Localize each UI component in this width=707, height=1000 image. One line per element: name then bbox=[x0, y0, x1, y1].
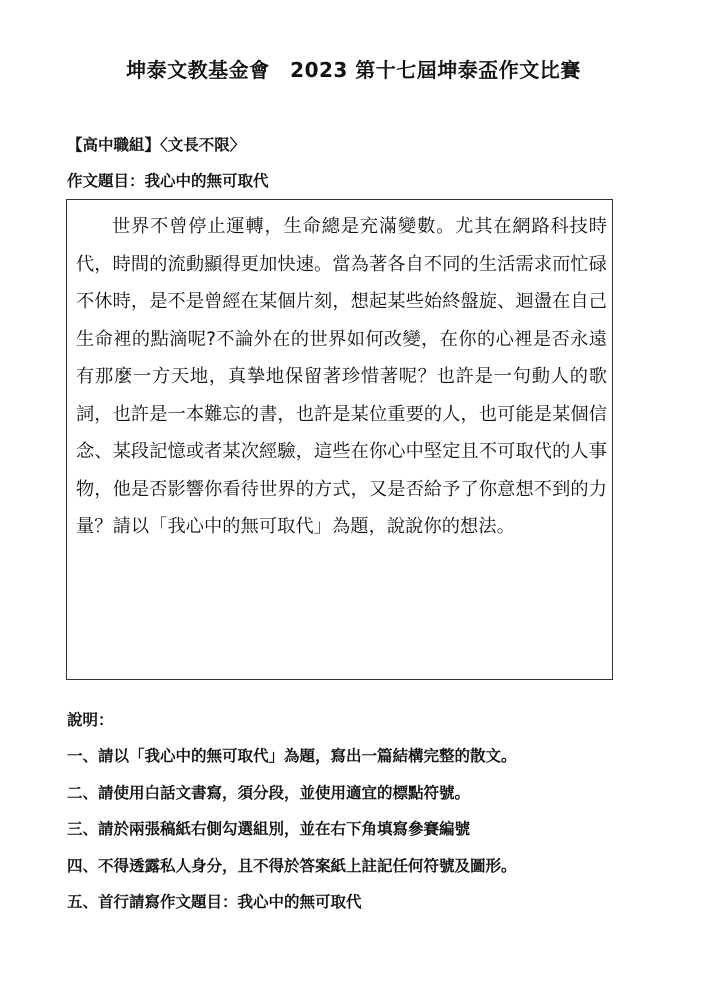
instruction-item: 五、首行請寫作文題目：我心中的無可取代 bbox=[67, 893, 362, 911]
group-label: 【高中職組】〈文長不限〉 bbox=[67, 136, 246, 154]
instruction-item: 二、請使用白話文書寫，須分段，並使用適宜的標點符號。 bbox=[67, 783, 471, 802]
instruction-item: 三、請於兩張稿紙右側勾選組別，並在右下角填寫參賽編號 bbox=[67, 820, 471, 838]
prompt-text: 世界不曾停止運轉，生命總是充滿變數。尤其在網路科技時代，時間的流動顯得更加快速。當為著各自不同的生活需求而忙碌不休時，是不是曾經在某個片刻，想起某些始終盤旋、迴盪在自己生命裡的點滴呢?不論外在的世界如何改變，在你的心裡是否永遠有那麼一方天地，真摯地保留著珍惜著呢？也許是一句動人的歌詞，也許是一本難忘的書，也許是某位重要的人，也可能是某個信念、某段記憶或者某次經驗，這些在你心中堅定且不可取代的人事物，他是否影響你看待世界的方式，又是否給予了你意想不到的力量？請以「我心中的無可取代」為題，說說你的想法。 bbox=[76, 216, 607, 537]
instructions-section bbox=[67, 708, 517, 927]
topic-line: 作文題目：我心中的無可取代 bbox=[67, 172, 269, 190]
prompt-box bbox=[66, 199, 613, 680]
instruction-item: 一、請以「我心中的無可取代」為題，寫出一篇結構完整的散文。 bbox=[67, 747, 517, 765]
instruction-item: 四、不得透露私人身分，且不得於答案紙上註記任何符號及圖形。 bbox=[67, 856, 517, 875]
instructions-label: 說明： bbox=[67, 711, 114, 729]
page-title: 坤泰文教基金會 2023 第十七屆坤泰盃作文比賽 bbox=[126, 58, 581, 82]
